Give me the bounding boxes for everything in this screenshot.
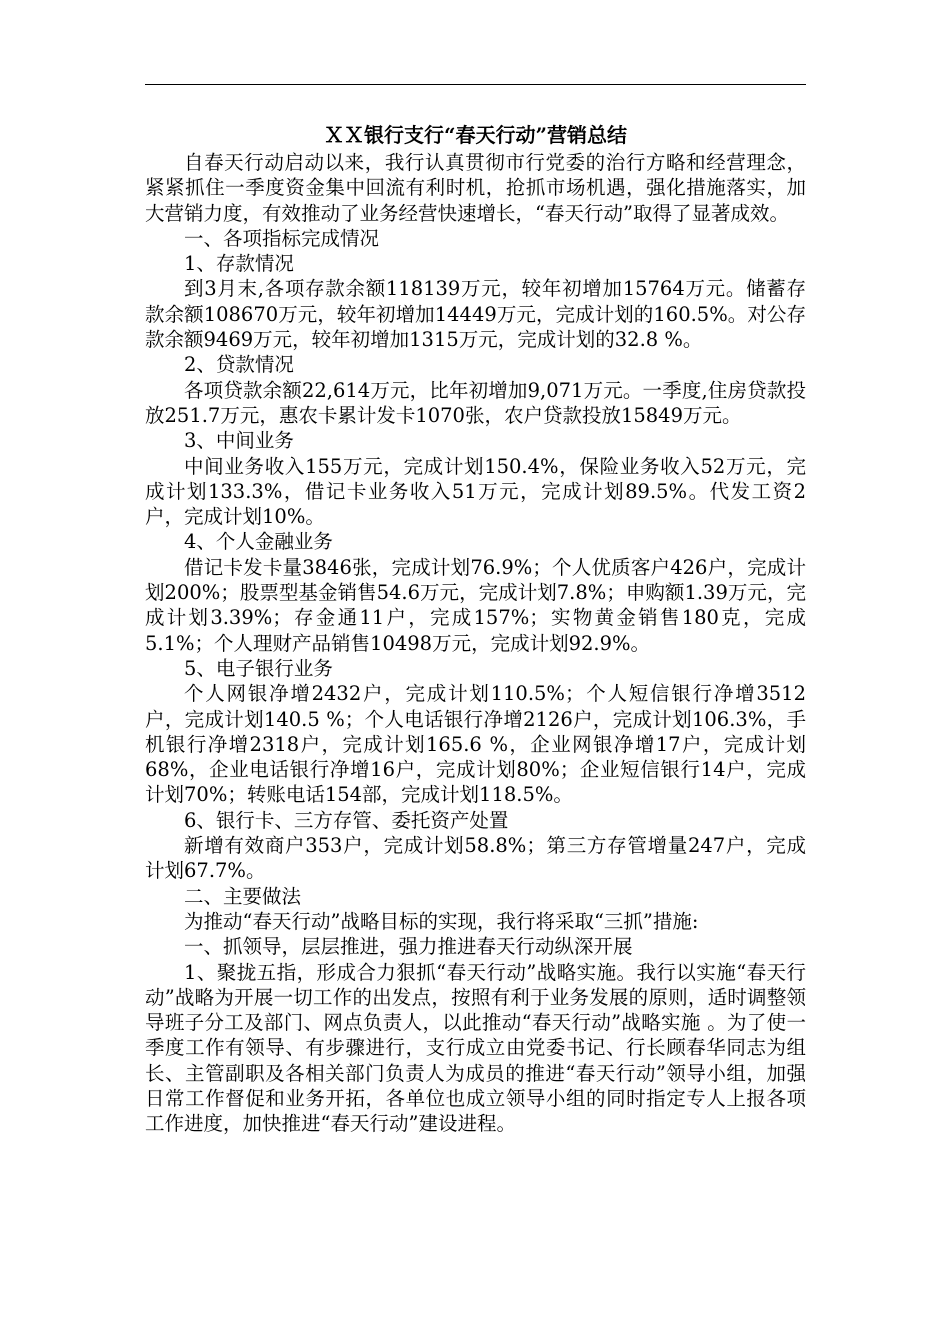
leadership-paragraph: 1、聚拢五指，形成合力狠抓“春天行动”战略实施。我行以实施“春天行动”战略为开展一切工作的出发点，按照有利于业务发展的原则，适时调整领导班子分工及部门、网点负责人，以此推动“春天行动”战略实施 。为了使一季度工作有领导、有步骤进行，支行成立由党委书记、行长顾春华同志为组长、主管副职及各相关部门负责人为成员的推进“春天行动”领导小组，加强日常工作督促和业务开拓，各单位也成立领导小组的同时指定专人上报各项工作进度，加快推进“春天行动”建设进程。 — [145, 960, 806, 1136]
deposits-paragraph: 到3月末,各项存款余额118139万元，较年初增加15764万元。储蓄存款余额108670万元，较年初增加14449万元，完成计划的160.5%。对公存款余额9469万元，较年初增加1315万元，完成计划的32.8 %。 — [145, 277, 806, 352]
loans-paragraph: 各项贷款余额22,614万元，比年初增加9,071万元。一季度,住房贷款投放251.7万元，惠农卡累计发卡1070张，农户贷款投放15849万元。 — [145, 378, 806, 427]
bank-card-paragraph: 新增有效商户353户，完成计划58.8%；第三方存管增量247户，完成计划67.7%。 — [145, 834, 806, 883]
header-rule — [145, 84, 806, 85]
section-heading-measures: 二、主要做法 — [184, 884, 302, 908]
document-body — [145, 120, 806, 1137]
subheading-intermediary: 3、中间业务 — [184, 429, 294, 453]
document-title: ＸＸ银行支行“春天行动”营销总结 — [323, 123, 627, 147]
subheading-personal-finance: 4、个人金融业务 — [184, 530, 333, 554]
subheading-bank-card: 6、银行卡、三方存管、委托资产处置 — [184, 808, 509, 832]
section-heading-indicators: 一、各项指标完成情况 — [184, 226, 380, 250]
subheading-leadership: 一、抓领导，层层推进，强力推进春天行动纵深开展 — [184, 935, 633, 959]
personal-finance-paragraph: 借记卡发卡量3846张，完成计划76.9%；个人优质客户426户，完成计划200%；股票型基金销售54.6万元，完成计划7.8%；申购额1.39万元，完成计划3.39%；存金通11户，完成157%；实物黄金销售180克，完成5.1%；个人理财产品销售10498万元，完成计划92.9%。 — [145, 555, 806, 655]
measures-intro-paragraph: 为推动“春天行动”战略目标的实现，我行将采取“三抓”措施: — [184, 909, 699, 933]
intro-paragraph: 自春天行动启动以来，我行认真贯彻市行党委的治行方略和经营理念，紧紧抓住一季度资金集中回流有利时机，抢抓市场机遇，强化措施落实，加大营销力度，有效推动了业务经营快速增长，“春天行动”取得了显著成效。 — [145, 151, 806, 225]
subheading-loans: 2、贷款情况 — [184, 353, 294, 377]
e-banking-paragraph: 个人网银净增2432户，完成计划110.5%；个人短信银行净增3512户，完成计划140.5 %；个人电话银行净增2126户，完成计划106.3%，手机银行净增2318户，完成计划165.6 %，企业网银净增17户，完成计划68%，企业电话银行净增16户，完成计划80%；企业短信银行14户，完成计划70%；转账电话154部，完成计划118.5%。 — [145, 682, 806, 807]
intermediary-paragraph: 中间业务收入155万元，完成计划150.4%，保险业务收入52万元，完成计划133.3%，借记卡业务收入51万元，完成计划89.5%。代发工资2户，完成计划10%。 — [145, 454, 806, 529]
subheading-deposits: 1、存款情况 — [184, 252, 294, 276]
subheading-e-banking: 5、电子银行业务 — [184, 656, 333, 680]
